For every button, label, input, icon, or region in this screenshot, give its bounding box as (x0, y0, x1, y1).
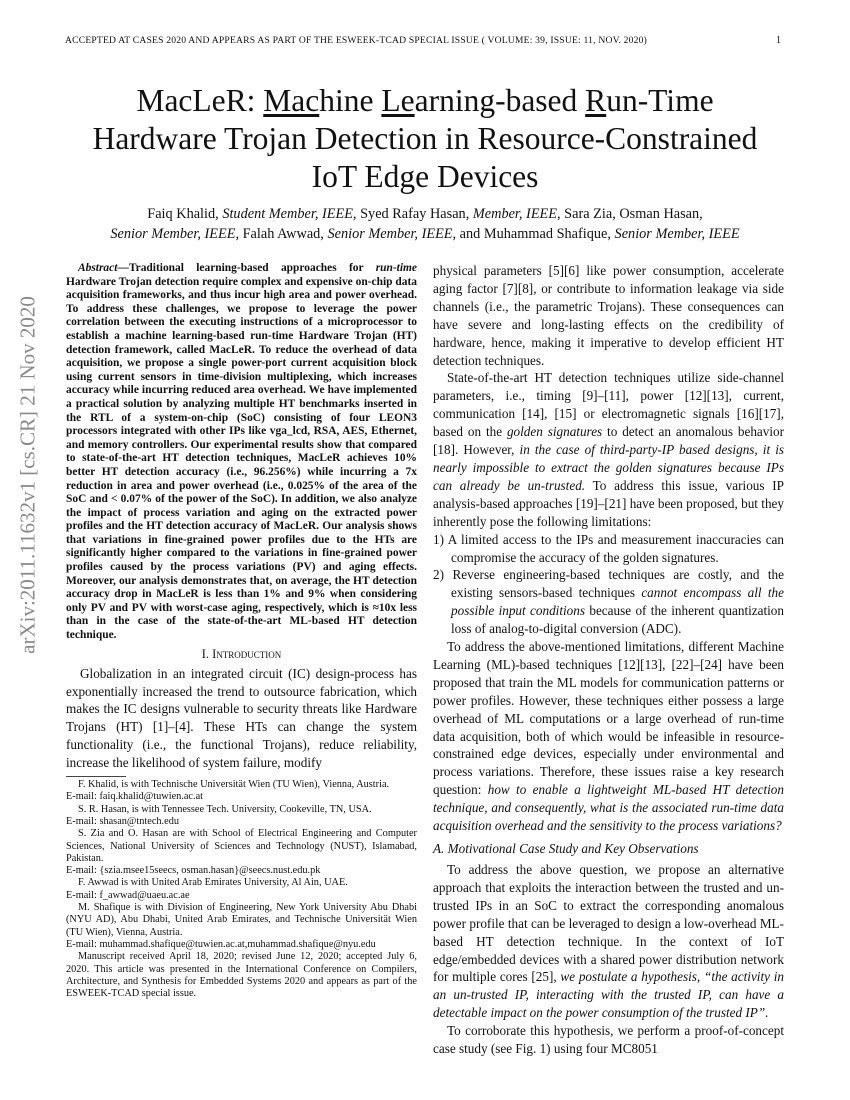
page-number: 1 (776, 35, 781, 46)
paragraph: To corroborate this hypothesis, we perform a proof-of-concept case study (see Fig. 1) using four MC8051 (433, 1023, 784, 1057)
right-column (433, 262, 784, 1058)
footnote-rule (66, 776, 126, 777)
manuscript-note: Manuscript received April 18, 2020; revised June 12, 2020; accepted July 6, 2020. This article was presented in the International Conference on Compilers, Architecture, and Synthesis for Embedded Systems 2020 and appears as part of the ESWEEK-TCAD special issue. (66, 951, 417, 1000)
section-heading-introduction: I. Introduction (201, 646, 282, 661)
paragraph: State-of-the-art HT detection techniques utilize side-channel parameters, i.e., timing [9]–[11], power [12][13], current, communication [14], [15] or electromagnetic signals [16][17], based on the golden signatures to detect an anomalous behavior [18]. However, in the case of third-party-IP based designs, it is nearly impossible to extract the golden signatures because IPs can already be un-trusted. To address this issue, various IP analysis-based approaches [19]–[21] have been proposed, but they inherently pose the following limitations: (433, 370, 785, 529)
author-list: Faiq Khalid, Student Member, IEEE, Syed Rafay Hasan, Member, IEEE, Sara Zia, Osman Hasan, Senior Member, IEEE, Falah Awwad, Senior Member, IEEE, and Muhammad Shafique, Senior Member, IEEE (110, 206, 740, 242)
arxiv-stamp (8, 290, 48, 660)
paragraph: physical parameters [5][6] like power consumption, accelerate aging factor [7][8], or contribute to information leakage via side channels (i.e., the parametric Trojans). These consequences can have severe and long-lasting effects on the credibility of hardware, hence, making it imperative to develop efficient HT detection techniques. (433, 263, 784, 368)
paragraph: To address the above question, we propose an alternative approach that exploits the interaction between the trusted and un-trusted IPs in an SoC to extract the corresponding anomalous power profile that can be leveraged to design a low-overhead ML-based HT detection technique. In the context of IoT edge/embedded devices with a shared power distribution network for multiple cores [25], we postulate a hypothesis, “the activity in an un-trusted IP, interacting with the trusted IP, can have a detectable impact on the power consumption of the trusted IP”. (433, 862, 784, 1021)
footnote-email: E-mail: f_awwad@uaeu.ac.ae (66, 889, 190, 901)
footnote-email: E-mail: muhammad.shafique@tuwien.ac.at,muhammad.shafique@nyu.edu (66, 938, 376, 950)
footnote: S. Zia and O. Hasan are with School of Electrical Engineering and Computer Sciences, National University of Sciences and Technology (NUST), Islamabad, Pakistan. (66, 828, 417, 864)
paper-title: MacLeR: Machine Learning-based Run-Time Hardware Trojan Detection in Resource-Constrained IoT Edge Devices (92, 83, 758, 194)
left-column (66, 262, 417, 1000)
abstract: Abstract—Traditional learning-based approaches for run-time Hardware Trojan detection require complex and expensive on-chip data acquisition frameworks, and thus incur high area and power overhead. To address these challenges, we propose to leverage the power correlation between the executing instructions of a microprocessor to establish a machine learning-based run-time Hardware Trojan (HT) detection framework, called MacLeR. To reduce the overhead of data acquisition, we propose a single power-port current acquisition block using current sensors in time-division multiplexing, which increases accuracy while incurring reduced area overhead. We have implemented a practical solution by analyzing multiple HT benchmarks inserted in the RTL of a system-on-chip (SoC) consisting of four LEON3 processors integrated with other IPs like vga_lcd, RSA, AES, Ethernet, and memory controllers. Our experimental results show that compared to state-of-the-art HT detection techniques, MacLeR achieves 10% better HT detection accuracy (i.e., 96.256%) while incurring a 7x reduction in area and power overhead (i.e., 0.025% of the area of the SoC and < 0.07% of the power of the SoC). In addition, we also analyze the impact of process variation and aging on the extracted power profiles and the HT detection accuracy of MacLeR. Our analysis shows that variations in fine-grained power profiles due to the HTs are significantly higher compared to the variations in fine-grained power profiles caused by the process variations (PV) and aging effects. Moreover, our analysis demonstrates that, on average, the HT detection accuracy drop in MacLeR is less than 1% and 9% when considering only PV and PV with worst-case aging, respectively, which is ≈10x less than in the case of the state-of-the-art ML-based HT detection technique. (66, 262, 417, 642)
footnote-email: E-mail: faiq.khalid@tuwien.ac.at (66, 791, 204, 803)
footnote: F. Awwad is with United Arab Emirates University, Al Ain, UAE. (78, 877, 348, 889)
footnote: S. R. Hasan, is with Tennessee Tech. University, Cookeville, TN, USA. (78, 803, 372, 815)
footnote-email: E-mail: shasan@tntech.edu (66, 815, 179, 827)
arxiv-stamp-text: arXiv:2011.11632v1 [cs.CR] 21 Nov 2020 (15, 296, 40, 654)
list-item: 1) A limited access to the IPs and measurement inaccuracies can compromise the accuracy of the golden signatures. (433, 531, 784, 565)
footnote-email: E-mail: {szia.msee15seecs, osman.hasan}@seecs.nust.edu.pk (66, 865, 321, 877)
paragraph: To address the above-mentioned limitations, different Machine Learning (ML)-based techniques [12][13], [22]–[24] have been proposed that train the ML models for communication patterns or power profiles. However, these techniques either possess a large overhead of ML computations or a large overhead of run-time data acquisition, both of which would be infeasible in resource-constrained edge devices, especially under environmental and process variations. Therefore, these issues raise a key research question: how to enable a lightweight ML-based HT detection technique, and consequently, what is the associated run-time data acquisition overhead and the sensitivity to the process variations? (433, 639, 784, 834)
subsection-heading: A. Motivational Case Study and Key Observations (433, 841, 699, 856)
intro-paragraph: Globalization in an integrated circuit (IC) design-process has exponentially increased the trend to outsource fabrication, which makes the IC designs vulnerable to security threats like Hardware Trojans (HT) [1]–[4]. These HTs can change the system functionality (i.e., the functional Trojans), reduce reliability, increase the likelihood of system failure, modify (66, 665, 417, 771)
footnotes (66, 779, 417, 1000)
footnote: M. Shafique is with Division of Engineering, New York University Abu Dhabi (NYU AD), Abu Dhabi, United Arab Emirates, and Technische Universität Wien (TU Wien), Vienna, Austria. (66, 902, 417, 938)
footnote: F. Khalid, is with Technische Universität Wien (TU Wien), Vienna, Austria. (78, 779, 390, 791)
running-header: ACCEPTED AT CASES 2020 AND APPEARS AS PART OF THE ESWEEK-TCAD SPECIAL ISSUE ( VOLUME: 39, ISSUE: 11, NOV. 2020) (65, 35, 648, 46)
list-item: 2) Reverse engineering-based techniques are costly, and the existing sensors-based techniques cannot encompass all the possible input conditions because of the inherent quantization loss of analog-to-digital conversion (ADC). (433, 567, 785, 637)
